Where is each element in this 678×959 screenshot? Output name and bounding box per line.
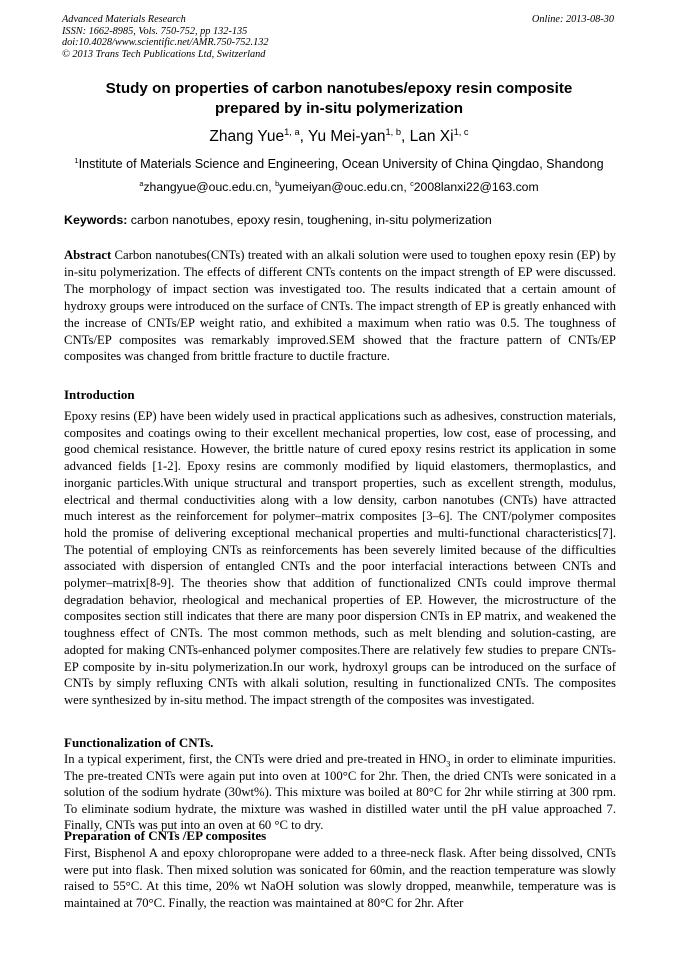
author-emails <box>40 180 638 194</box>
author-2: , Yu Mei-yan <box>299 128 386 145</box>
email-c-marker: c <box>410 178 414 188</box>
keywords-label: Keywords: <box>64 213 128 227</box>
author-1: Zhang Yue <box>209 128 285 145</box>
email-a: zhangyue@ouc.edu.cn, <box>143 180 276 194</box>
abstract-label: Abstract <box>64 248 112 262</box>
author-list <box>40 128 638 146</box>
functionalization-heading: Functionalization of CNTs. <box>64 735 214 750</box>
affiliation-text: Institute of Materials Science and Engineering, Ocean University of China Qingdao, Shandong <box>78 157 604 171</box>
keywords-text: carbon nanotubes, epoxy resin, toughening, in-situ polymerization <box>127 213 492 227</box>
title-line-2: prepared by in-situ polymerization <box>214 100 464 117</box>
functionalization-body <box>64 751 616 834</box>
paper-title <box>40 79 638 119</box>
title-line-1: Study on properties of carbon nanotubes/epoxy resin composite <box>105 80 573 97</box>
preparation-heading: Preparation of CNTs /EP composites <box>64 828 267 843</box>
email-c: 2008lanxi22@163.com <box>413 180 539 194</box>
email-b: yumeiyan@ouc.edu.cn, <box>279 180 411 194</box>
author-3: , Lan Xi <box>401 128 454 145</box>
affiliation <box>40 157 638 171</box>
preparation-body: First, Bisphenol A and epoxy chloropropane were added to a three-neck flask. After being dissolved, CNTs were put into flask. Then mixed solution was sonicated for 60min, and the reaction temperature was slowly raised to 55°C. At this time, 20% wt NaOH solution was slowly dropped, meanwhile, temperature was is maintained at 70°C. Finally, the reaction was maintained at 80°C for 2hr. After <box>64 846 616 910</box>
copyright-line: © 2013 Trans Tech Publications Ltd, Switzerland <box>62 48 266 60</box>
introduction-heading: Introduction <box>64 387 135 402</box>
doi-line: doi:10.4028/www.scientific.net/AMR.750-752.132 <box>62 37 269 49</box>
functionalization-text-1: In a typical experiment, first, the CNTs were dried and pre-treated in HNO <box>64 752 447 766</box>
journal-header <box>62 14 269 60</box>
hno3-subscript: 3 <box>446 759 451 769</box>
issn-line: ISSN: 1662-8985, Vols. 750-752, pp 132-135 <box>62 25 248 37</box>
introduction-body: Epoxy resins (EP) have been widely used in practical applications such as adhesives, construction materials, composites and coatings owing to their excellent mechanical properties, low cost, ease of processing, and good chemical resistance. However, the brittle nature of cured epoxy resins restrict its application in some advanced fields [1-2]. Epoxy resins are commonly modified by liquid elastomers, thermoplastics, and inorganic particles.With unique structural and transport properties, such as excellent strength, modulus, electrical and thermal conductivities along with a low density, carbon nanotubes (CNTs) have attracted much interest as the reinforcement for polymer–matrix composites [3–6]. The CNT/polymer composites hold the promise of delivering exceptional mechanical properties and multi-functional characteristics[7]. The potential of employing CNTs as reinforcements has been severely limited because of the difficulties associated with dispersion of entangled CNTs and the poor interfacial interactions between CNTs and polymer–matrix[8-9]. The theories show that addition of functionalized CNTs could improve thermal degradation behavior, rheological and mechanical properties of EP. However, the microstructure of the composites section still indicates that there are many poor dispersion CNTs in EP matrix, and weakened the toughness effect of CNTs. The most common methods, such as melt blending and solution-casting, are adopted for making CNTs-enhanced polymer composites.There are relatively few studies to prepare CNTs-EP composite by in-situ polymerization.In our work, hydroxyl groups can be introduced on the surface of CNTs by simply refluxing CNTs with alkali solution, resulting in functionalized CNTs. The composites were synthesized by in-situ method. The impact strength of the composites was investigated. <box>64 409 616 707</box>
author-2-affil: 1, b <box>385 126 402 137</box>
abstract-text: Carbon nanotubes(CNTs) treated with an alkali solution were used to toughen epoxy resin (EP) by in-situ polymerization. The effects of different CNTs contents on the impact strength of EP were discussed. The morphology of impact section was investigated too. The results indicated that a certain amount of hydroxy groups were introduced on the surface of CNTs. The impact strength of EP is greatly enhanced with the increase of CNTs/EP weight ratio, and exhibited a maximum when ratio was 0.5. The toughness of CNTs/EP composites was remarkably improved.SEM showed that the fracture pattern of CNTs/EP composites was changed from brittle fracture to ductile fracture. <box>64 248 616 364</box>
journal-name: Advanced Materials Research <box>62 14 186 25</box>
email-b-marker: b <box>275 178 280 188</box>
author-3-affil: 1, c <box>453 126 469 137</box>
keywords <box>64 213 616 227</box>
abstract <box>64 247 616 365</box>
online-date: Online: 2013-08-30 <box>531 14 614 25</box>
affiliation-marker: 1 <box>74 155 79 165</box>
email-a-marker: a <box>139 178 144 188</box>
functionalization-text-2: in order to eliminate impurities. The pre-treated CNTs were again put into oven at 100°C for 2hr. Then, the dried CNTs were sonicated in a solution of the sodium hydrate (30wt%). This mixture was boiled at 80°C for 2hr while stirring at 300 rpm. To eliminate sodium hydrate, the mixture was washed in distilled water until the pH value approached 7. Finally, CNTs was put into an oven at 60 °C to dry. <box>64 752 616 833</box>
author-1-affil: 1, a <box>284 126 300 137</box>
